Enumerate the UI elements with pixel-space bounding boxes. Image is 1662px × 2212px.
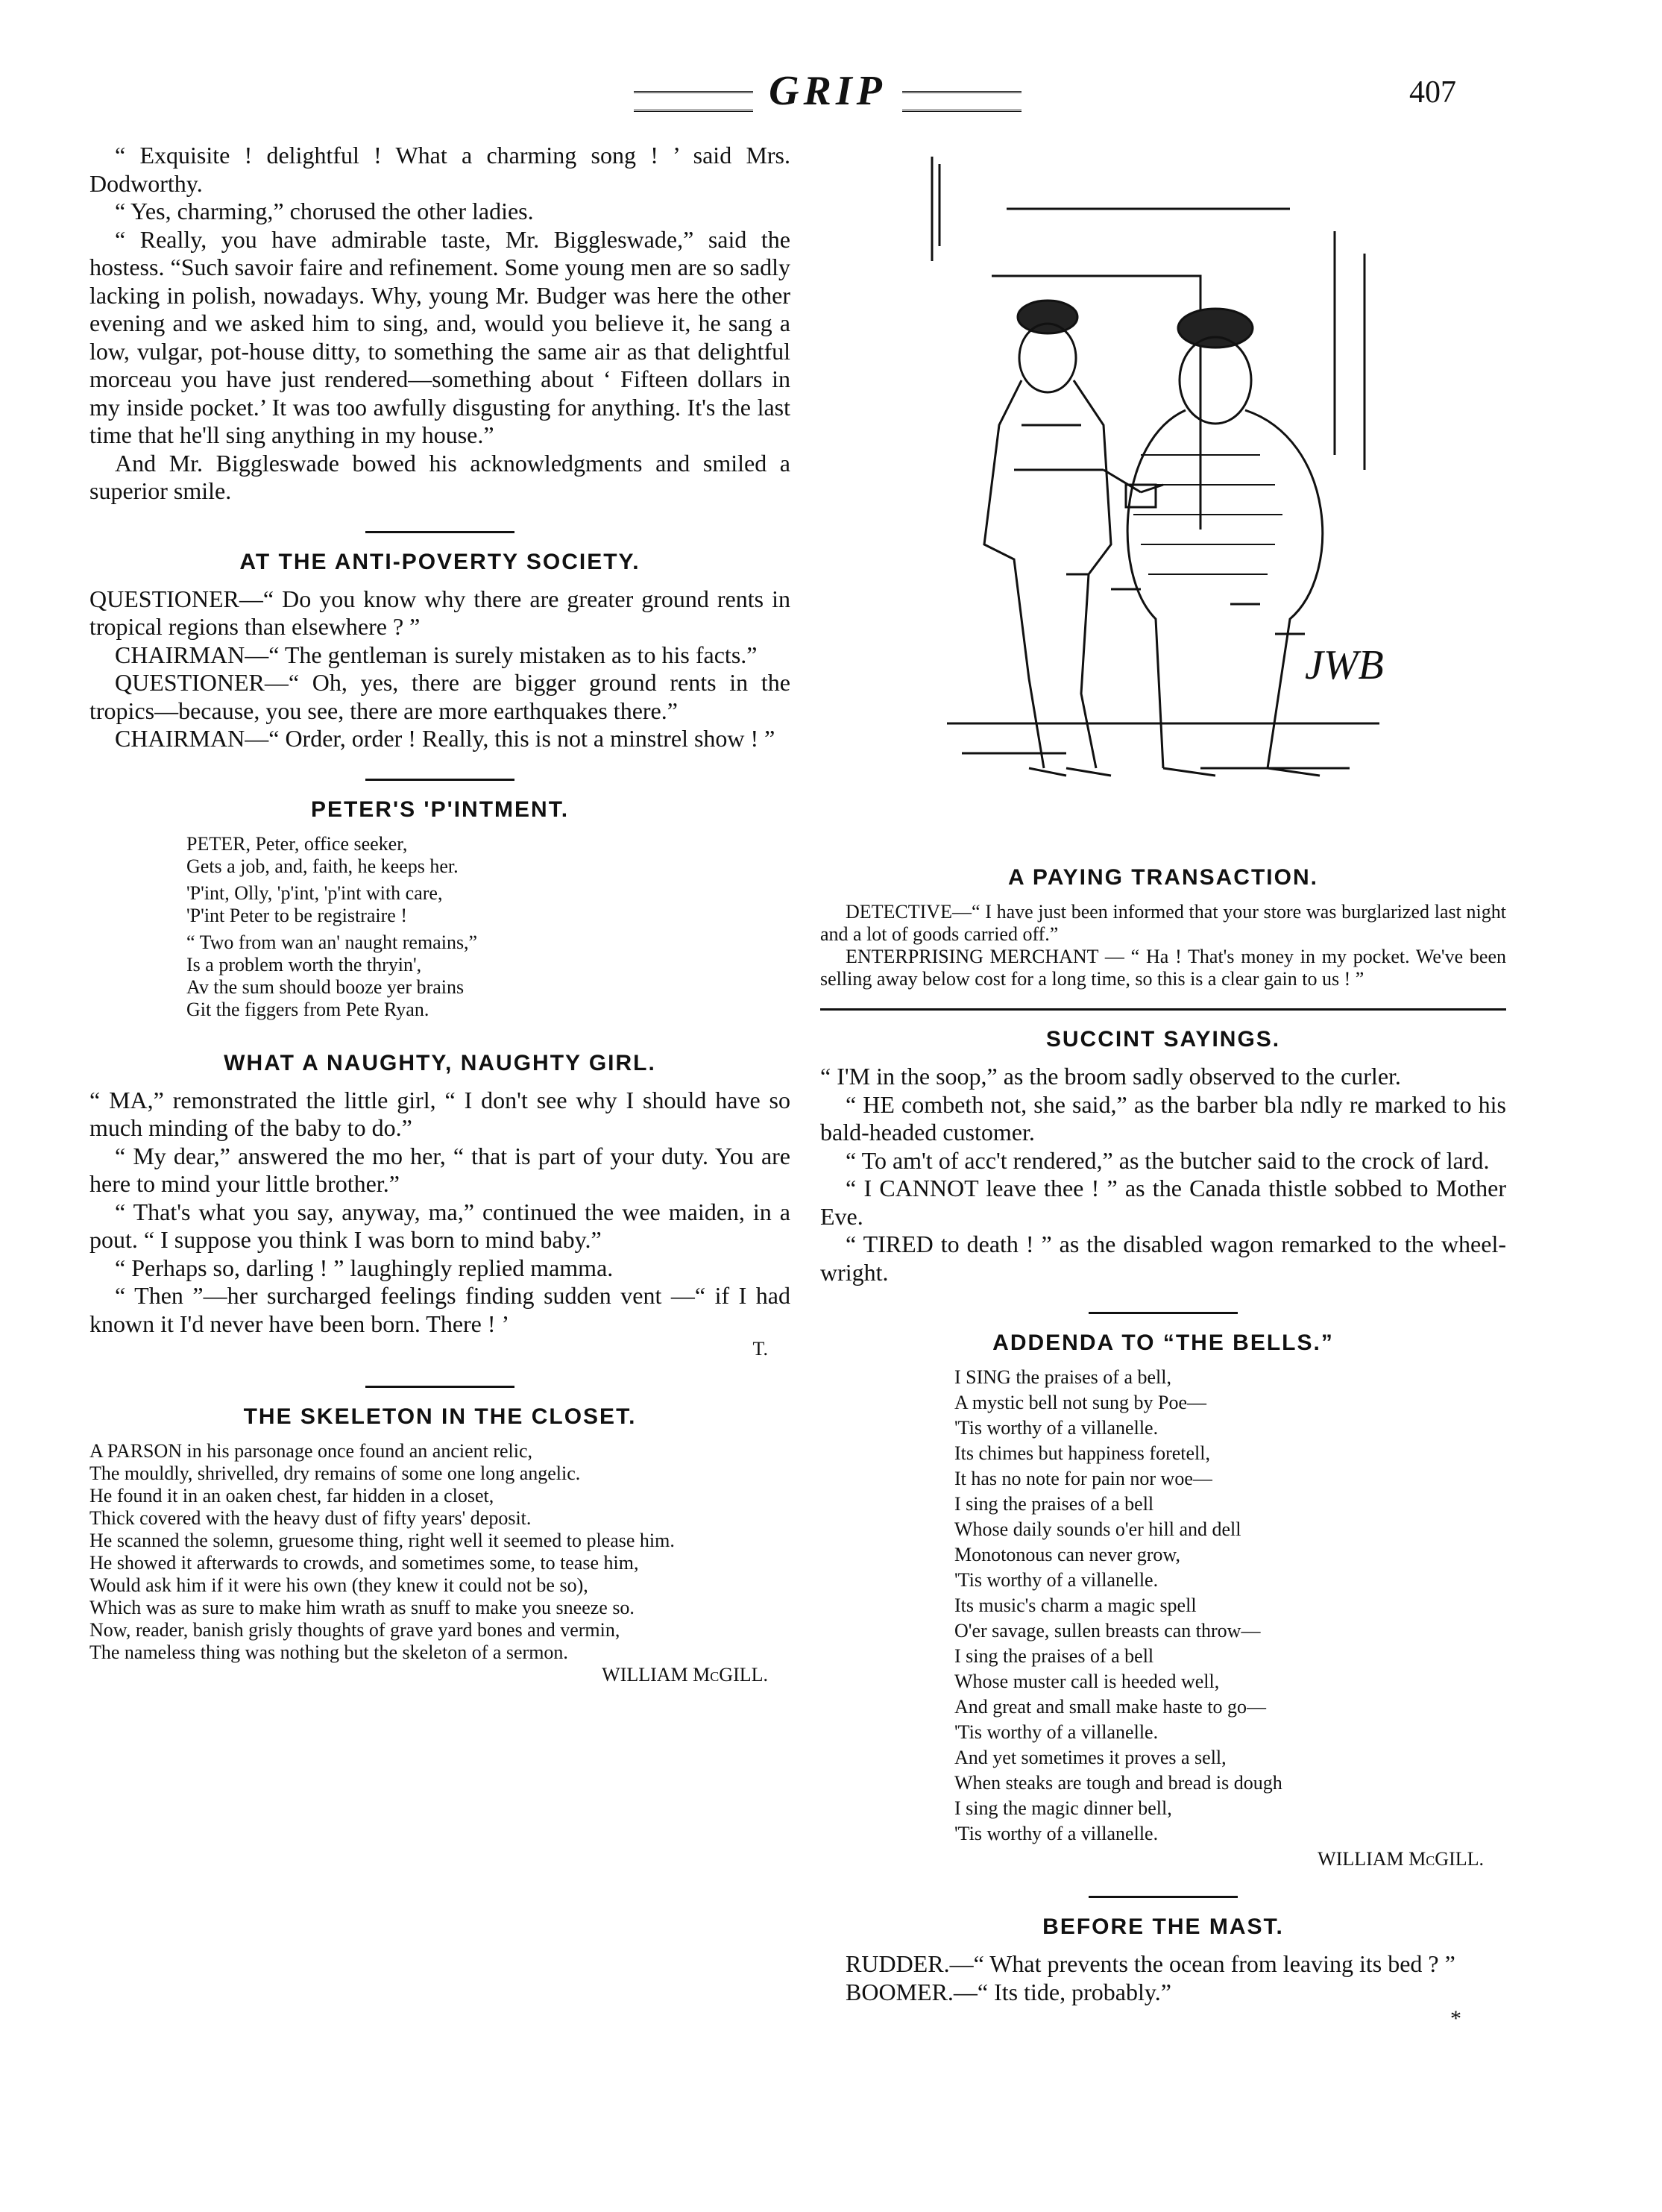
intro-para: “ Exquisite ! delightful ! What a charming song ! ’ said Mrs. Dodworthy. xyxy=(89,142,790,197)
poem-line: 'Tis worthy of a villanelle. xyxy=(954,1823,1159,1844)
poem-line: Would ask him if it were his own (they knew it could not be so), xyxy=(89,1574,588,1596)
intro-para: “ Yes, charming,” chorused the other ladies. xyxy=(115,198,534,224)
article-title: THE SKELETON IN THE CLOSET. xyxy=(243,1404,637,1429)
poem-line: I sing the praises of a bell xyxy=(954,1493,1154,1515)
poem-line: Its chimes but happiness foretell, xyxy=(954,1442,1210,1464)
cartoon-caption xyxy=(820,865,1506,990)
poem-line: He showed it afterwards to crowds, and sometimes some, to tease him, xyxy=(89,1552,639,1574)
verse-stanza xyxy=(186,931,790,1021)
article-title: AT THE ANTI-POVERTY SOCIETY. xyxy=(239,549,640,574)
poem-line: It has no note for pain nor woe— xyxy=(954,1468,1212,1489)
poem-line: O'er savage, sullen breasts can throw— xyxy=(954,1620,1261,1641)
signature: WILLIAM McGILL. xyxy=(602,1664,768,1685)
story-para: “ MA,” remonstrated the little girl, “ I don't see why I should have so much minding of the baby to do.” xyxy=(89,1086,790,1141)
verse-line: 'P'int Peter to be registraire ! xyxy=(186,904,408,926)
saying-para: “ I CANNOT leave thee ! ” as the Canada thistle sobbed to Mother Eve. xyxy=(820,1175,1506,1230)
divider xyxy=(365,1386,514,1388)
verse-line: Is a problem worth the thryin', xyxy=(186,953,422,975)
poem-line: I sing the praises of a bell xyxy=(954,1645,1154,1667)
article-title: WHAT A NAUGHTY, NAUGHTY GIRL. xyxy=(224,1050,656,1075)
poem-line: The mouldly, shrivelled, dry remains of some one long angelic. xyxy=(89,1462,581,1484)
signature: T. xyxy=(752,1338,768,1360)
poem-line: When steaks are tough and bread is dough xyxy=(954,1772,1282,1794)
dialogue-line: CHAIRMAN—“ The gentleman is surely mistaken as to his facts.” xyxy=(115,641,758,668)
article-title: A PAYING TRANSACTION. xyxy=(1008,865,1318,890)
divider xyxy=(1089,1312,1238,1314)
verse-line: “ Two from wan an' naught remains,” xyxy=(186,931,478,953)
verse-line: 'P'int, Olly, 'p'int, 'p'int with care, xyxy=(186,882,443,904)
poem-line: Its music's charm a magic spell xyxy=(954,1594,1197,1616)
masthead-ornament-right xyxy=(902,91,1022,112)
poem-line: Monotonous can never grow, xyxy=(954,1544,1181,1565)
poem-line: 'Tis worthy of a villanelle. xyxy=(954,1721,1159,1743)
article-title: BEFORE THE MAST. xyxy=(1042,1914,1284,1939)
poem-line: 'Tis worthy of a villanelle. xyxy=(954,1569,1159,1591)
poem-line: He found it in an oaken chest, far hidden in a closet, xyxy=(89,1485,494,1506)
masthead-ornament-left xyxy=(634,91,753,112)
poem-line: I SING the praises of a bell, xyxy=(954,1366,1171,1388)
verse-line: PETER, Peter, office seeker, xyxy=(186,832,408,855)
caption-text xyxy=(820,901,1506,990)
saying-para: “ HE combeth not, she said,” as the barber bla ndly re marked to his bald-headed customer. xyxy=(820,1090,1506,1146)
divider xyxy=(820,1008,1506,1011)
verse-stanza xyxy=(186,833,790,878)
cartoon-illustration xyxy=(917,157,1394,813)
saying-para: “ TIRED to death ! ” as the disabled wagon remarked to the wheel-wright. xyxy=(820,1231,1506,1286)
verse-stanza xyxy=(186,882,790,927)
dialogue-line: BOOMER.—“ Its tide, probably.” xyxy=(846,1978,1171,2005)
artist-monogram: JWB xyxy=(1305,642,1384,688)
masthead xyxy=(567,67,1089,112)
article-title: PETER'S 'P'INTMENT. xyxy=(310,796,570,822)
page-number: 407 xyxy=(1409,75,1456,110)
saying-para: “ To am't of acc't rendered,” as the butcher said to the crock of lard. xyxy=(846,1146,1490,1174)
saying-para: “ I'M in the soop,” as the broom sadly observed to the curler. xyxy=(820,1063,1401,1090)
poem-line: Whose muster call is heeded well, xyxy=(954,1671,1220,1692)
divider xyxy=(365,531,514,533)
poem-line: A PARSON in his parsonage once found an ancient relic, xyxy=(89,1440,533,1462)
poem-line: And yet sometimes it proves a sell, xyxy=(954,1747,1227,1768)
dialogue-line: RUDDER.—“ What prevents the ocean from leaving its bed ? ” xyxy=(846,1950,1455,1977)
verse-line: Gets a job, and, faith, he keeps her. xyxy=(186,855,459,877)
left-column xyxy=(89,142,790,1686)
poem xyxy=(954,1366,1506,1845)
article-title: SUCCINT SAYINGS. xyxy=(1045,1027,1281,1052)
masthead-title: GRIP xyxy=(769,68,887,114)
poem-line: 'Tis worthy of a villanelle. xyxy=(954,1417,1159,1439)
right-column xyxy=(820,865,1506,2032)
poem-line: A mystic bell not sung by Poe— xyxy=(954,1392,1206,1413)
dialogue-line: ENTERPRISING MERCHANT — “ Ha ! That's money in my pocket. We've been selling away below cost for a long time, so this is a clear gain to us ! ” xyxy=(820,946,1506,990)
poem-line: And great and small make haste to go— xyxy=(954,1696,1267,1718)
verse-line: Git the figgers from Pete Ryan. xyxy=(186,998,429,1020)
poem-line: I sing the magic dinner bell, xyxy=(954,1797,1172,1819)
intro-para: “ Really, you have admirable taste, Mr. Biggleswade,” said the hostess. “Such savoir faire and refinement. Some young men are so sadly lacking in polish, nowadays. Why, young Mr. Budger was here the other evening and we asked him to sing, and, would you believe it, he sang a low, vulgar, pot-house ditty, to something the same air as that delightful morceau you have just rendered—something about ‘ Fifteen dollars in my inside pocket.’ It was too awfully disgusting for anything. It's the last time that he'll sing anything in my house.” xyxy=(89,225,790,448)
story-para: “ That's what you say, anyway, ma,” continued the wee maiden, in a pout. “ I suppose you think I was born to mind baby.” xyxy=(89,1198,790,1253)
poem-line: Thick covered with the heavy dust of fifty years' deposit. xyxy=(89,1507,532,1529)
signature: WILLIAM McGILL. xyxy=(1318,1848,1484,1870)
story-para: “ Perhaps so, darling ! ” laughingly replied mamma. xyxy=(115,1254,614,1281)
end-mark: * xyxy=(1450,2006,1461,2031)
poem-line: Which was as sure to make him wrath as snuff to make you sneeze so. xyxy=(89,1597,635,1618)
poem-line: The nameless thing was nothing but the skeleton of a sermon. xyxy=(89,1641,568,1663)
poem xyxy=(89,1440,790,1664)
article-title: ADDENDA TO “THE BELLS.” xyxy=(992,1330,1334,1355)
poem-line: Whose daily sounds o'er hill and dell xyxy=(954,1518,1241,1540)
intro-para: And Mr. Biggleswade bowed his acknowledgments and smiled a superior smile. xyxy=(89,449,790,504)
dialogue-line: DETECTIVE—“ I have just been informed that your store was burglarized last night and a lot of goods carried off.” xyxy=(820,901,1506,945)
dialogue-line: QUESTIONER—“ Oh, yes, there are bigger ground rents in the tropics—because, you see, there are more earthquakes there.” xyxy=(89,669,790,724)
verse-line: Av the sum should booze yer brains xyxy=(186,975,465,998)
divider xyxy=(365,779,514,781)
dialogue-line: QUESTIONER—“ Do you know why there are greater ground rents in tropical regions than elsewhere ? ” xyxy=(89,585,790,640)
poem-line: Now, reader, banish grisly thoughts of grave yard bones and vermin, xyxy=(89,1619,620,1641)
poem-line: He scanned the solemn, gruesome thing, right well it seemed to please him. xyxy=(89,1530,675,1551)
story-para: “ My dear,” answered the mo her, “ that is part of your duty. You are here to mind your little brother.” xyxy=(89,1142,790,1197)
divider xyxy=(1089,1896,1238,1898)
story-para: “ Then ”—her surcharged feelings finding sudden vent —“ if I had known it I'd never have been born. There ! ’ xyxy=(89,1282,790,1337)
dialogue-line: CHAIRMAN—“ Order, order ! Really, this is not a minstrel show ! ” xyxy=(115,725,775,752)
